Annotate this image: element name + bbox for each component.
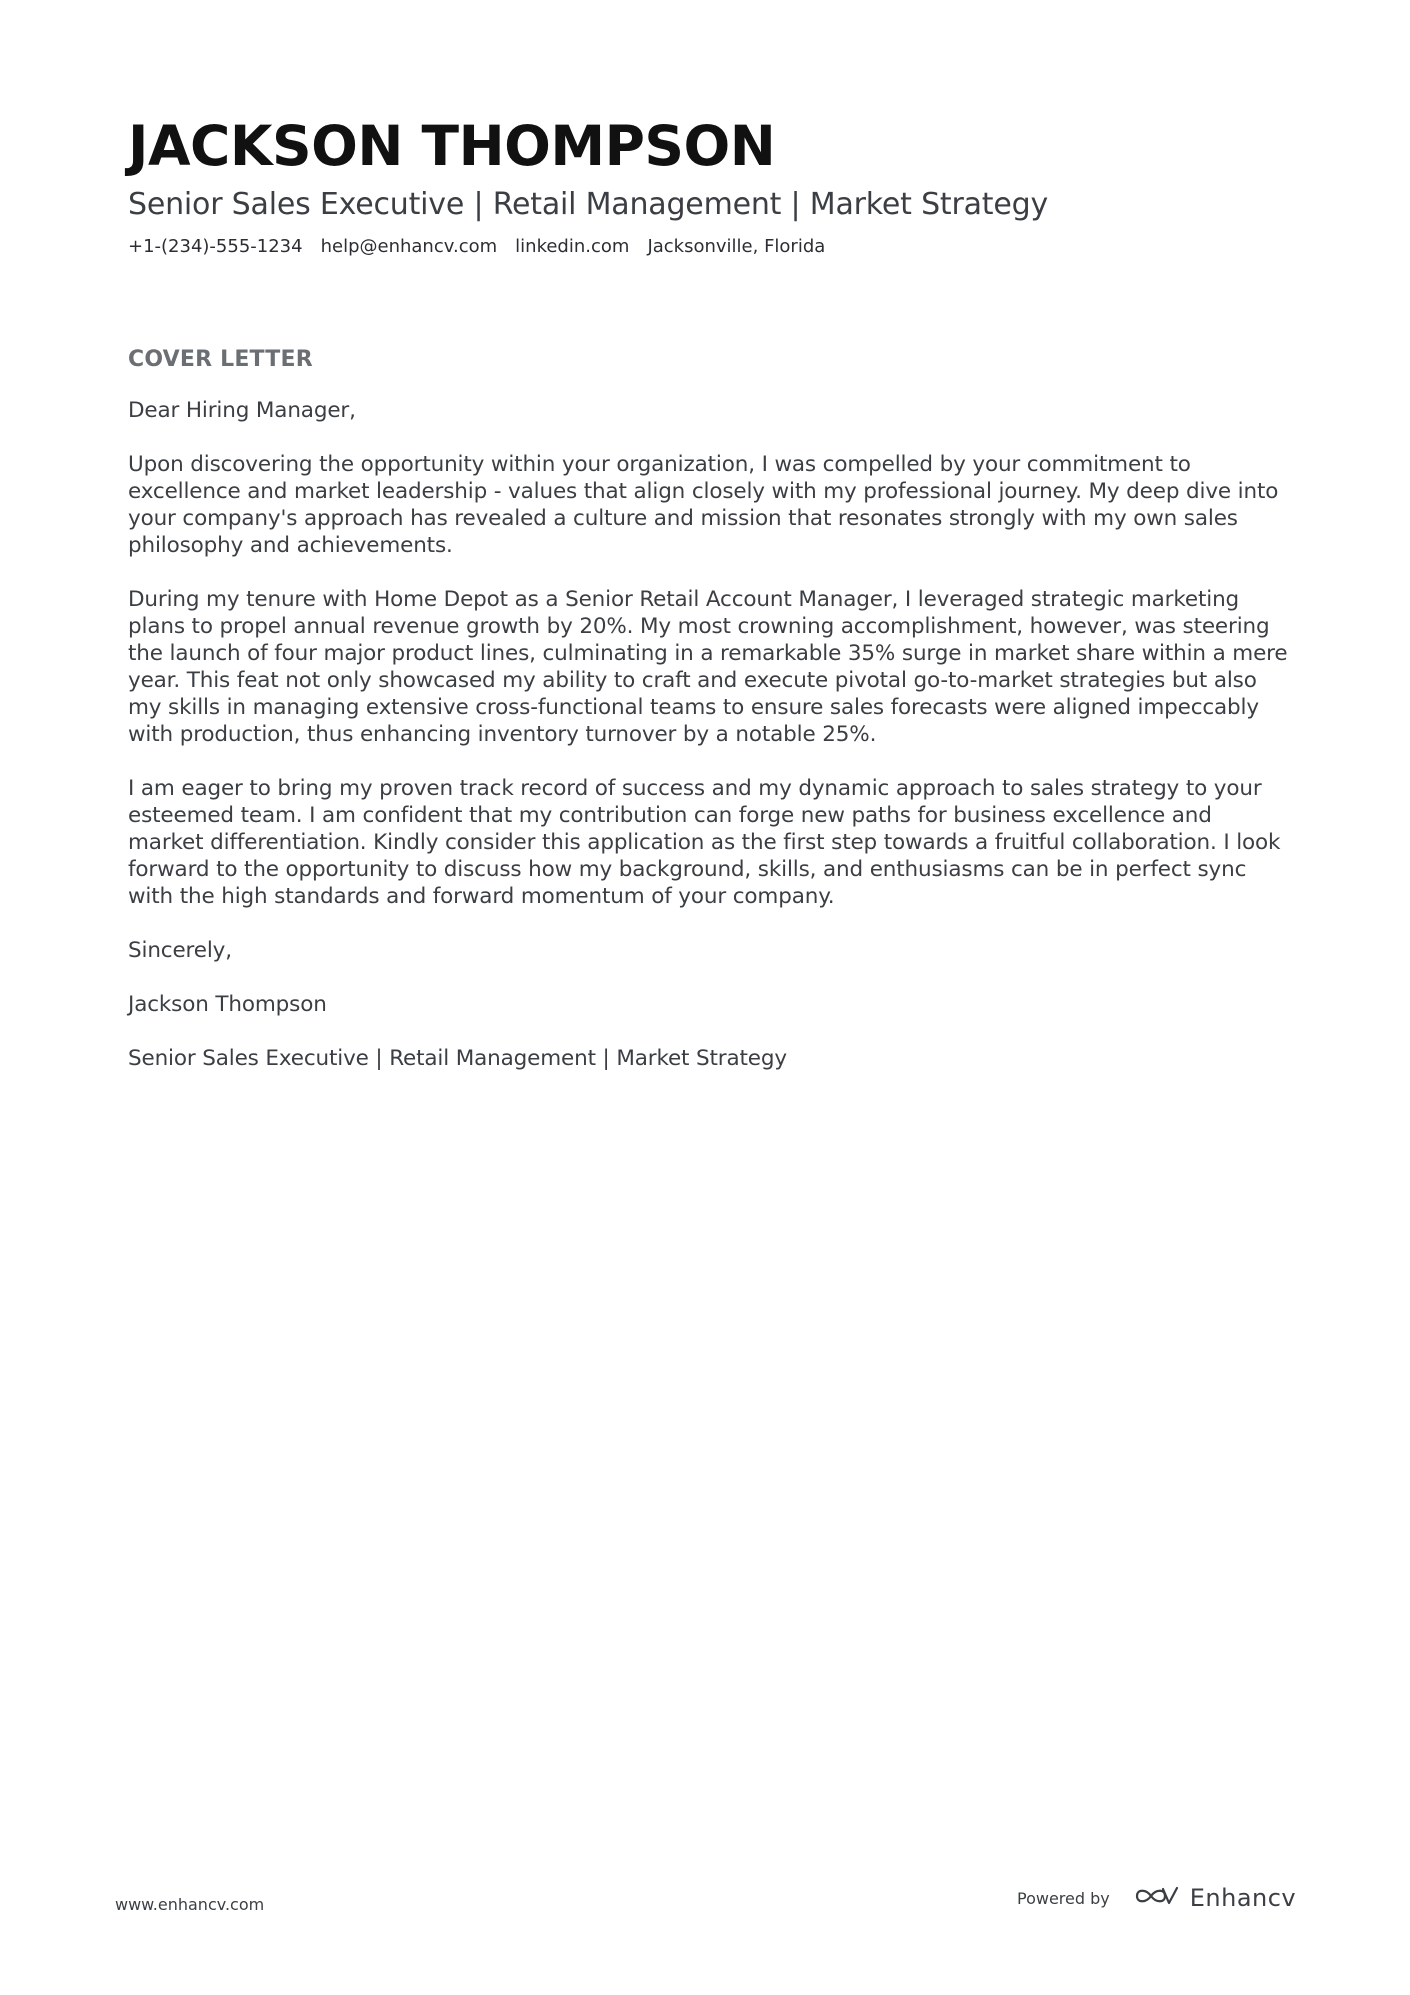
contact-phone: +1-(234)-555-1234 [128, 236, 303, 257]
paragraph-intro: Upon discovering the opportunity within your organization, I was compelled by your commitment to excellence and market leadership - values that align closely with my professional journey. My deep dive into your company's approach has revealed a culture and mission that resonates strongly with my own sales philosophy and achievements. [128, 452, 1279, 558]
footer-branding [1017, 1884, 1296, 1912]
paragraph-experience: During my tenure with Home Depot as a Senior Retail Account Manager, I leveraged strategic marketing plans to propel annual revenue growth by 20%. My most crowning accomplishment, however, was steering the launch of four major product lines, culminating in a remarkable 35% surge in market share within a mere year. This feat not only showcased my ability to craft and execute pivotal go-to-market strategies but also my skills in managing extensive cross-functional teams to ensure sales forecasts were aligned impeccably with production, thus enhancing inventory turnover by a notable 25%. [128, 587, 1288, 747]
signature-title: Senior Sales Executive | Retail Management | Market Strategy [128, 1046, 787, 1071]
powered-by-label: Powered by [1017, 1888, 1110, 1908]
contact-email[interactable]: help@enhancv.com [320, 236, 498, 257]
brand-link[interactable] [1134, 1884, 1296, 1912]
letter-body [128, 345, 1288, 1099]
contact-info [128, 235, 1288, 259]
closing: Sincerely, [128, 938, 232, 963]
candidate-name: JACKSON THOMPSON [128, 114, 776, 178]
paragraph-closing: I am eager to bring my proven track record of success and my dynamic approach to sales strategy to your esteemed team. I am confident that my contribution can forge new paths for business excellence and market differentiation. Kindly consider this application as the first step towards a fruitful collaboration. I look forward to the opportunity to discuss how my background, skills, and enthusiasms can be in perfect sync with the high standards and forward momentum of your company. [128, 776, 1281, 909]
footer-website[interactable]: www.enhancv.com [115, 1895, 265, 1914]
section-title: COVER LETTER [128, 347, 313, 372]
candidate-headline: Senior Sales Executive | Retail Management | Market Strategy [128, 187, 1049, 222]
enhancv-logo-icon [1134, 1885, 1180, 1911]
header [128, 112, 1288, 259]
contact-linkedin[interactable]: linkedin.com [515, 236, 630, 257]
contact-location: Jacksonville, Florida [647, 236, 826, 257]
salutation: Dear Hiring Manager, [128, 398, 356, 423]
signature-name: Jackson Thompson [128, 992, 327, 1017]
brand-name: Enhancv [1189, 1884, 1297, 1912]
